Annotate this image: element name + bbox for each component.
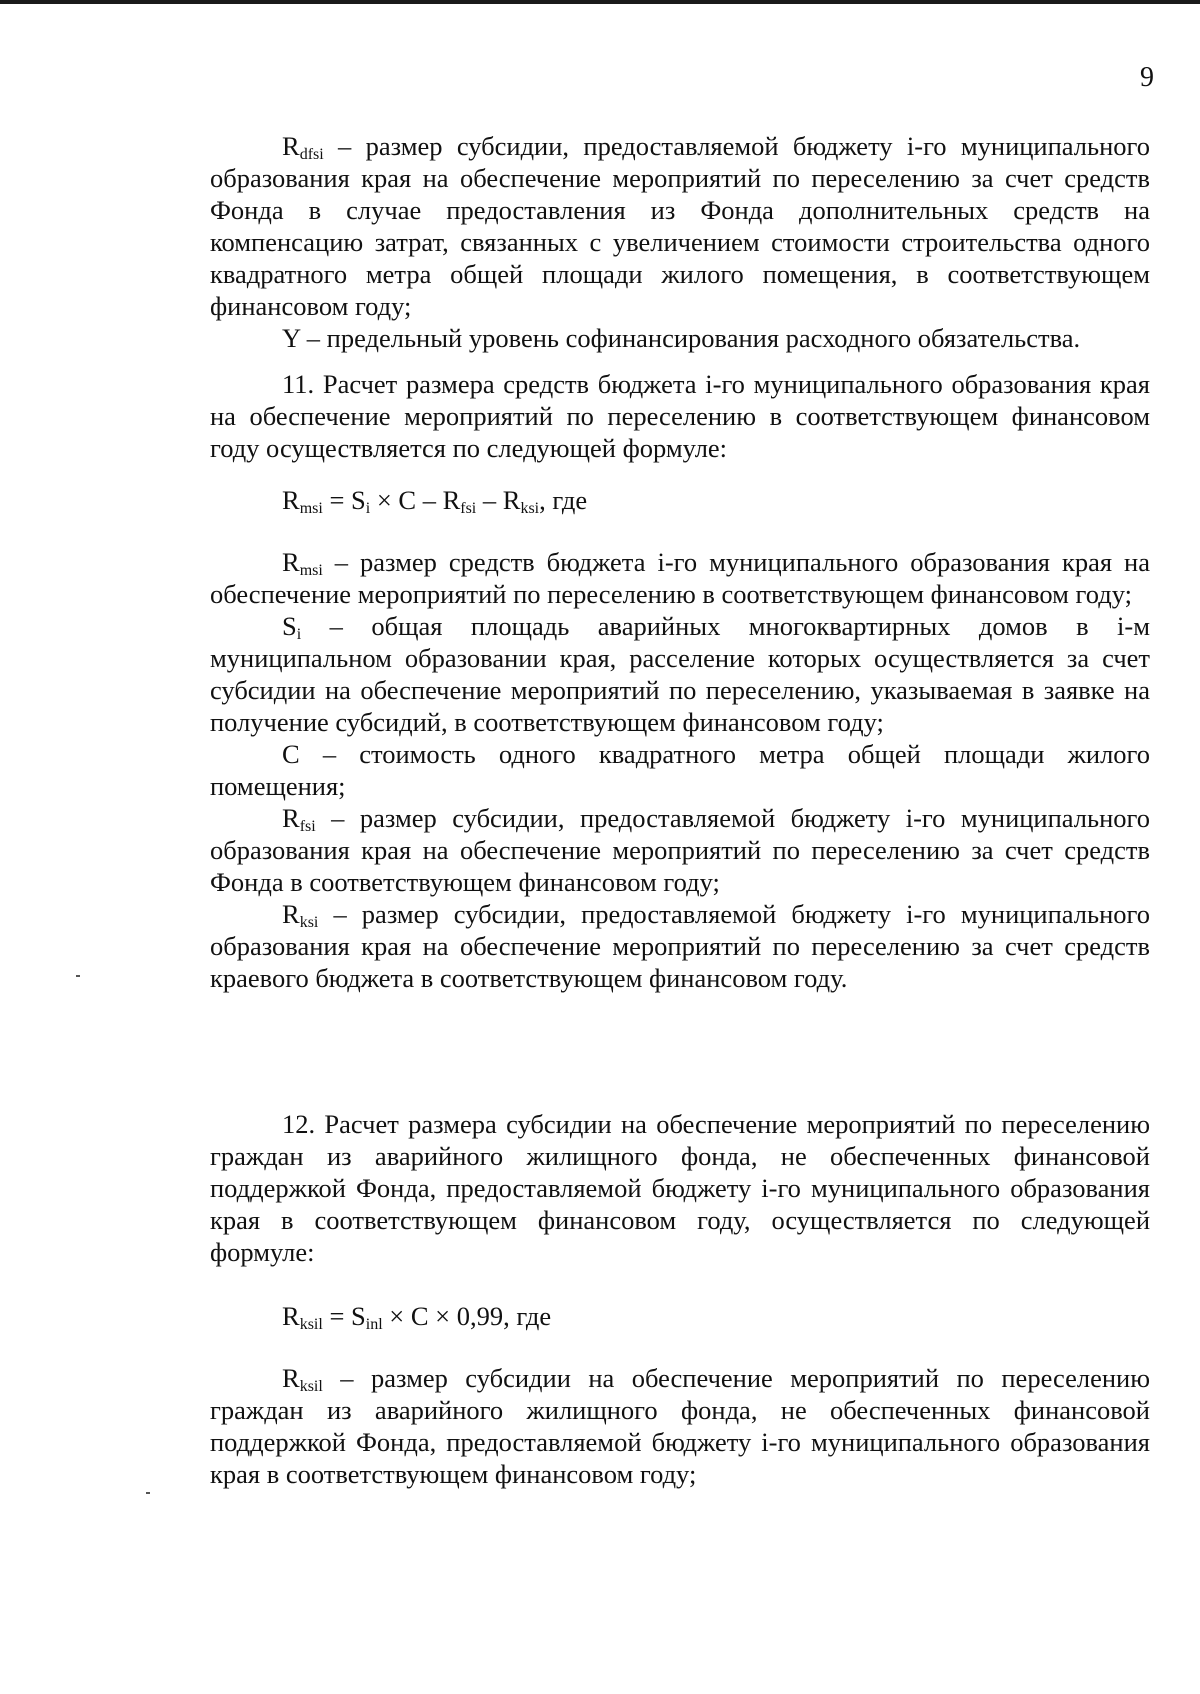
definition-rdfsi bbox=[210, 130, 1150, 322]
formula-subscript: inl bbox=[365, 1316, 383, 1333]
formula-part: × C – R bbox=[370, 485, 461, 515]
section-11-definitions bbox=[210, 546, 1150, 994]
section-12-paragraph bbox=[210, 1108, 1150, 1268]
symbol: R bbox=[282, 1363, 300, 1393]
formula-subscript: ksil bbox=[299, 1316, 323, 1333]
definition-text: – размер субсидии, предоставляемой бюджету i-го муниципального образования края на обеспечение мероприятий по переселению за счет средств Фонда в соответствующем финансовом году; bbox=[210, 803, 1150, 897]
formula-part: – R bbox=[476, 485, 521, 515]
definition-text: – размер средств бюджета i-го муниципального образования края на обеспечение мероприятий по переселению в соответствующем финансовом году; bbox=[210, 547, 1150, 609]
symbol: R bbox=[282, 131, 300, 161]
formula-subscript: fsi bbox=[460, 500, 477, 517]
definition-si bbox=[210, 610, 1150, 738]
definition-rksi bbox=[210, 898, 1150, 994]
symbol-subscript: msi bbox=[299, 562, 323, 579]
formula-symbol: R bbox=[282, 485, 300, 515]
section-12-text: 12. Расчет размера субсидии на обеспечение мероприятий по переселению граждан из аварийного жилищного фонда, не обеспеченных финансовой поддержкой Фонда, предоставляемой бюджету i-го муниципального образования края в соответствующем финансовом году, осуществляется по следующей формуле: bbox=[210, 1109, 1150, 1267]
section-11-text: 11. Расчет размера средств бюджета i-го муниципального образования края на обеспечение мероприятий по переселению в соответствующем финансовом году осуществляется по следующей формуле: bbox=[210, 369, 1150, 463]
definition-text: – размер субсидии, предоставляемой бюджету i-го муниципального образования края на обеспечение мероприятий по переселению за счет средств краевого бюджета в соответствующем финансовом году. bbox=[210, 899, 1150, 993]
definition-text: – размер субсидии на обеспечение мероприятий по переселению граждан из аварийного жилищного фонда, не обеспеченных финансовой поддержкой Фонда, предоставляемой бюджету i-го муниципального образования края в соответствующем финансовом году; bbox=[210, 1363, 1150, 1489]
symbol: R bbox=[282, 547, 300, 577]
definition-rfsi bbox=[210, 802, 1150, 898]
formula-part: , где bbox=[539, 485, 588, 515]
definition-rmsi bbox=[210, 546, 1150, 610]
definition-text: – размер субсидии, предоставляемой бюджету i-го муниципального образования края на обеспечение мероприятий по переселению за счет средств Фонда в случае предоставления из Фонда дополнительных средств на компенсацию затрат, связанных с увеличением стоимости строительства одного квадратного метра общей площади жилого помещения, в соответствующем финансовом году; bbox=[210, 131, 1150, 321]
section-11-paragraph bbox=[210, 368, 1150, 464]
formula-subscript: ksi bbox=[520, 500, 540, 517]
definitions-top bbox=[210, 130, 1150, 354]
symbol-subscript: fsi bbox=[299, 818, 316, 835]
formula-symbol: R bbox=[282, 1301, 300, 1331]
scan-speck bbox=[76, 975, 80, 977]
symbol-subscript: i bbox=[296, 626, 302, 643]
formula-rksil bbox=[282, 1300, 551, 1332]
definition-y: Y – предельный уровень софинансирования расходного обязательства. bbox=[282, 323, 1081, 353]
definition-rksil bbox=[210, 1362, 1150, 1490]
symbol: R bbox=[282, 899, 300, 929]
scan-speck bbox=[146, 1492, 150, 1494]
top-border-line bbox=[0, 0, 1200, 4]
section-12-definitions bbox=[210, 1362, 1150, 1490]
formula-subscript: msi bbox=[299, 500, 323, 517]
definition-c: С – стоимость одного квадратного метра общей площади жилого помещения; bbox=[210, 739, 1150, 801]
formula-part: = S bbox=[322, 1301, 366, 1331]
symbol-subscript: ksil bbox=[299, 1378, 323, 1395]
formula-rmsi bbox=[282, 484, 587, 516]
symbol: R bbox=[282, 803, 300, 833]
symbol: S bbox=[282, 611, 297, 641]
formula-part: = S bbox=[322, 485, 366, 515]
formula-subscript: i bbox=[365, 500, 371, 517]
formula-part: × C × 0,99, где bbox=[382, 1301, 552, 1331]
definition-text: – общая площадь аварийных многоквартирных домов в i-м муниципальном образовании края, расселение которых осуществляется за счет субсидии на обеспечение мероприятий по переселению, указываемая в заявке на получение субсидий, в соответствующем финансовом году; bbox=[210, 611, 1150, 737]
symbol-subscript: ksi bbox=[299, 914, 319, 931]
page-number: 9 bbox=[1140, 62, 1154, 93]
symbol-subscript: dfsi bbox=[299, 146, 324, 163]
